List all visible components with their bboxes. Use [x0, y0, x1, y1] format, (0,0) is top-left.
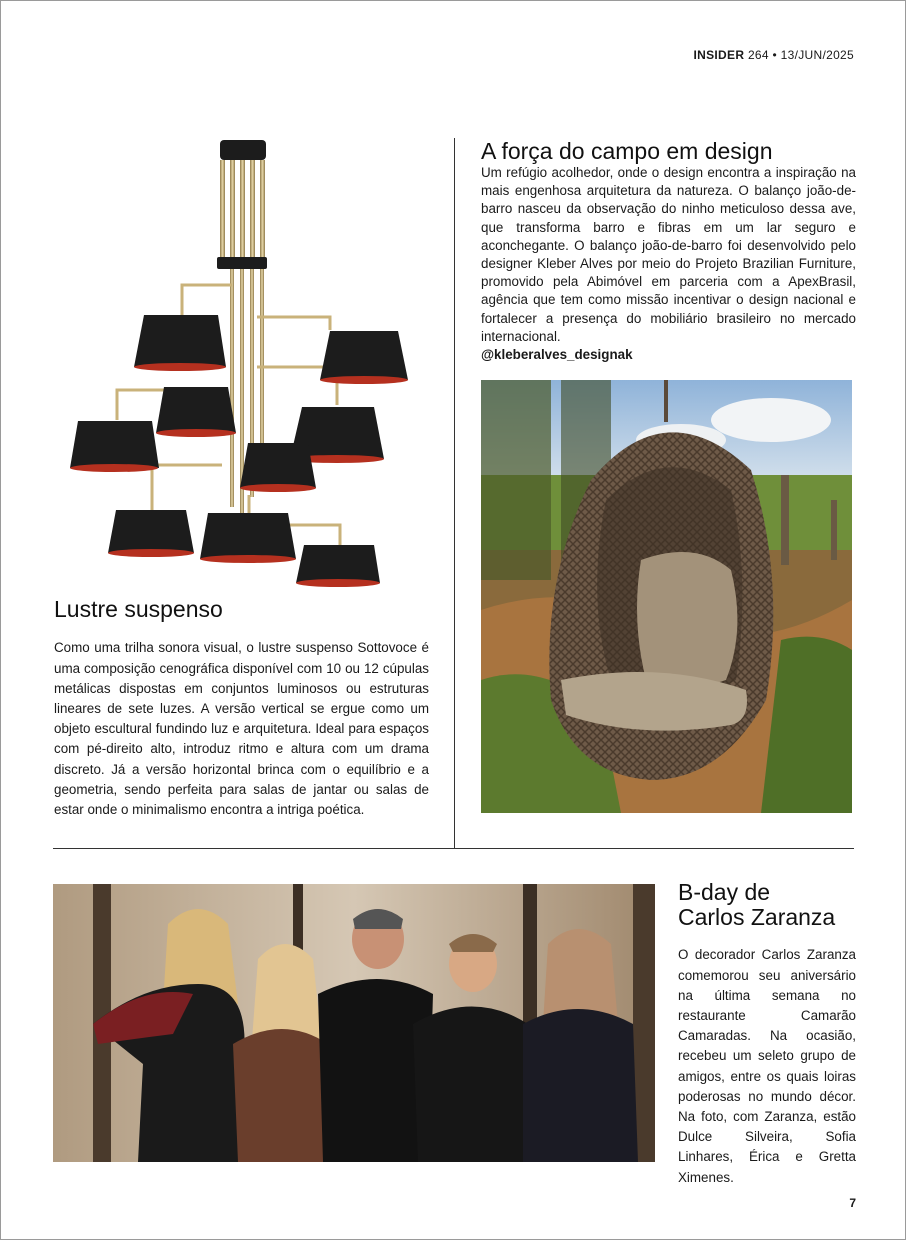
swing-chair-photo	[481, 380, 852, 813]
lustre-body: Como uma trilha sonora visual, o lustre suspenso Sottovoce é uma composição cenográfica disponível com 10 ou 12 cúpulas metálicas dispostas em conjuntos luminosos ou estruturas lineares de sete luzes. A versão vertical se ergue como um objeto escultural fundindo luz e arquitetura. Ideal para espaços com pé-direito alto, introduz ritmo e altura com um drama discreto. Já a versão horizontal brinca com o equilíbrio e a geometria, sendo perfeita para salas de jantar ou salas de estar onde o minimalismo encontra a intriga poética.	[54, 640, 429, 818]
bday-title-line1: B-day de	[678, 879, 771, 905]
birthday-group-photo	[53, 884, 655, 1162]
issue-date: 13/JUN/2025	[780, 48, 854, 62]
bday-title	[678, 880, 858, 930]
bday-title-line2: Carlos Zaranza	[678, 904, 836, 930]
page-number: 7	[849, 1196, 856, 1210]
campo-body: Um refúgio acolhedor, onde o design encontra a inspiração na mais engenhosa arquitetura da natureza. O balanço joão-de-barro nasceu da observação do ninho meticuloso dessa ave, que transforma barro e fibras em um lar seguro e aconchegante. O balanço joão-de-barro foi desenvolvido pelo designer Kleber Alves por meio do Projeto Brazilian Furniture, promovido pela Abimóvel em parceria com a ApexBrasil, agência que tem como missão incentivar o design nacional e fortalecer a presença do mobiliário brasileiro no mercado internacional.	[481, 165, 856, 344]
campo-title: A força do campo em design	[481, 138, 773, 164]
header-separator: •	[772, 48, 778, 62]
chandelier-photo	[62, 135, 422, 590]
page-header	[694, 48, 854, 62]
designer-handle: @kleberalves_designak	[481, 347, 633, 363]
column-divider	[454, 138, 455, 848]
brand-name: INSIDER	[693, 48, 745, 62]
bday-body: O decorador Carlos Zaranza comemorou seu aniversário na última semana no restaurante Camarão Camaradas. Na ocasião, recebeu um seleto grupo de amigos, entre os quais loiras poderosas no mundo décor. Na foto, com Zaranza, estão Dulce Silveira, Sofia Linhares, Érica e Gretta Ximenes.	[678, 947, 856, 1185]
lustre-title: Lustre suspenso	[54, 596, 223, 622]
section-divider	[53, 848, 854, 849]
campo-text	[481, 164, 856, 364]
issue-number: 264	[747, 48, 769, 62]
